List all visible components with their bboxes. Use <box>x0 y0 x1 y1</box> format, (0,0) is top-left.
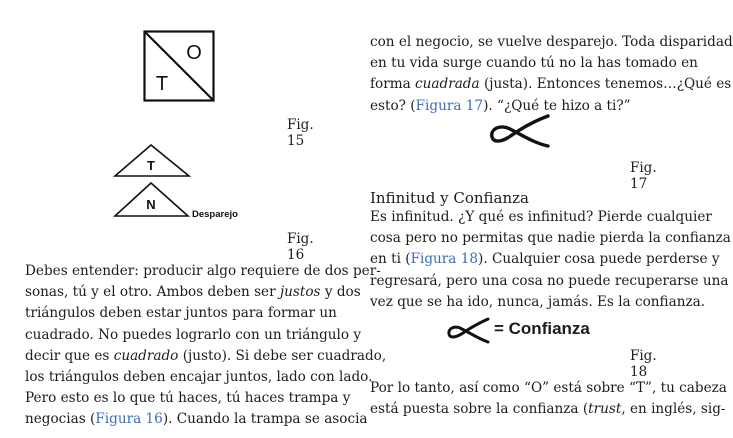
fish-symbol-path <box>449 319 488 342</box>
text-line: triángulos deben estar juntos para formar un <box>25 305 337 322</box>
fig16-caption: Fig. 16 <box>287 231 314 263</box>
text-line: Pero esto es lo que tú haces, tú haces trampa y <box>25 390 351 407</box>
text-line: en tu vida surge cuando tú no la has tomado en <box>370 55 698 72</box>
text-line: Por lo tanto, así como “O” está sobre “T”, tu cabeza <box>370 380 727 396</box>
text-line <box>370 249 720 270</box>
figure-16-triangles-diagram <box>113 143 273 221</box>
text-line: Debes entender: producir algo requiere de dos per- <box>25 263 381 279</box>
text-segment: en ti ( <box>370 251 411 268</box>
left-paragraph <box>25 261 387 431</box>
fig16-letter-t: T <box>147 158 155 173</box>
text-segment: ). Cualquier cosa puede perderse y <box>478 251 720 268</box>
text-segment: está puesta sobre la confianza ( <box>370 401 589 418</box>
emphasis-text: trust <box>588 401 622 418</box>
text-line: Es infinitud. ¿Y qué es infinitud? Pierde cualquier <box>370 209 712 225</box>
right-paragraph-3 <box>370 378 727 420</box>
figure-17-fish-symbol <box>488 113 550 149</box>
right-paragraph-2 <box>370 207 731 313</box>
text-segment: forma <box>370 76 416 93</box>
fig15-caption: Fig. 15 <box>287 117 314 149</box>
figura-16-link[interactable]: Figura 16 <box>95 411 163 428</box>
text-segment: ). Cuando la trampa se asocia <box>162 411 368 428</box>
fig16-desparejo-label: Desparejo <box>192 209 238 220</box>
text-segment: (justa). Entonces tenemos…¿Qué es <box>479 76 732 93</box>
fig18-caption: Fig. 18 <box>630 348 657 380</box>
text-line <box>370 74 732 95</box>
square-diagonal <box>145 32 214 101</box>
fig18-equation-text: = Confianza <box>494 319 590 338</box>
fig15-letter-t: T <box>155 73 169 95</box>
figura-17-link[interactable]: Figura 17 <box>415 97 484 114</box>
figura-18-link[interactable]: Figura 18 <box>410 251 479 268</box>
text-line: vez que se ha ido, nunca, jamás. Es la confianza. <box>370 293 706 310</box>
text-line: regresará, pero una cosa no puede recuperarse una <box>370 272 729 289</box>
text-line: sonas, tú y el otro. Ambos deben ser justos y dos <box>25 284 361 301</box>
text-line: decir que es cuadrado (justo). Si debe ser cuadrado, <box>25 347 387 364</box>
text-line: cosa pero no permitas que nadie pierda la confianza <box>370 230 731 247</box>
text-line: con el negocio, se vuelve desparejo. Toda disparidad <box>370 34 733 50</box>
right-paragraph-1 <box>370 32 733 117</box>
fig15-letter-o: O <box>186 42 202 64</box>
section-heading: Infinitud y Confianza <box>370 189 529 207</box>
figure-15-square-diagram <box>143 30 215 102</box>
text-segment: , en inglés, sig- <box>621 401 726 418</box>
text-line <box>370 399 726 420</box>
text-segment: esto? ( <box>370 97 416 114</box>
text-line: los triángulos deben encajar juntos, lado con lado. <box>25 369 373 386</box>
text-segment: ). “¿Qué te hizo a ti?” <box>483 97 631 114</box>
emphasis-text: cuadrada <box>415 76 480 93</box>
text-line <box>25 409 368 430</box>
fish-symbol-path <box>492 116 548 146</box>
figure-18-fish-symbol <box>446 316 490 344</box>
text-line: cuadrado. No puedes lograrlo con un triángulo y <box>25 326 362 343</box>
text-segment: negocias ( <box>25 411 96 428</box>
fig16-letter-n: N <box>146 197 156 212</box>
fig17-caption: Fig. 17 <box>630 160 657 192</box>
